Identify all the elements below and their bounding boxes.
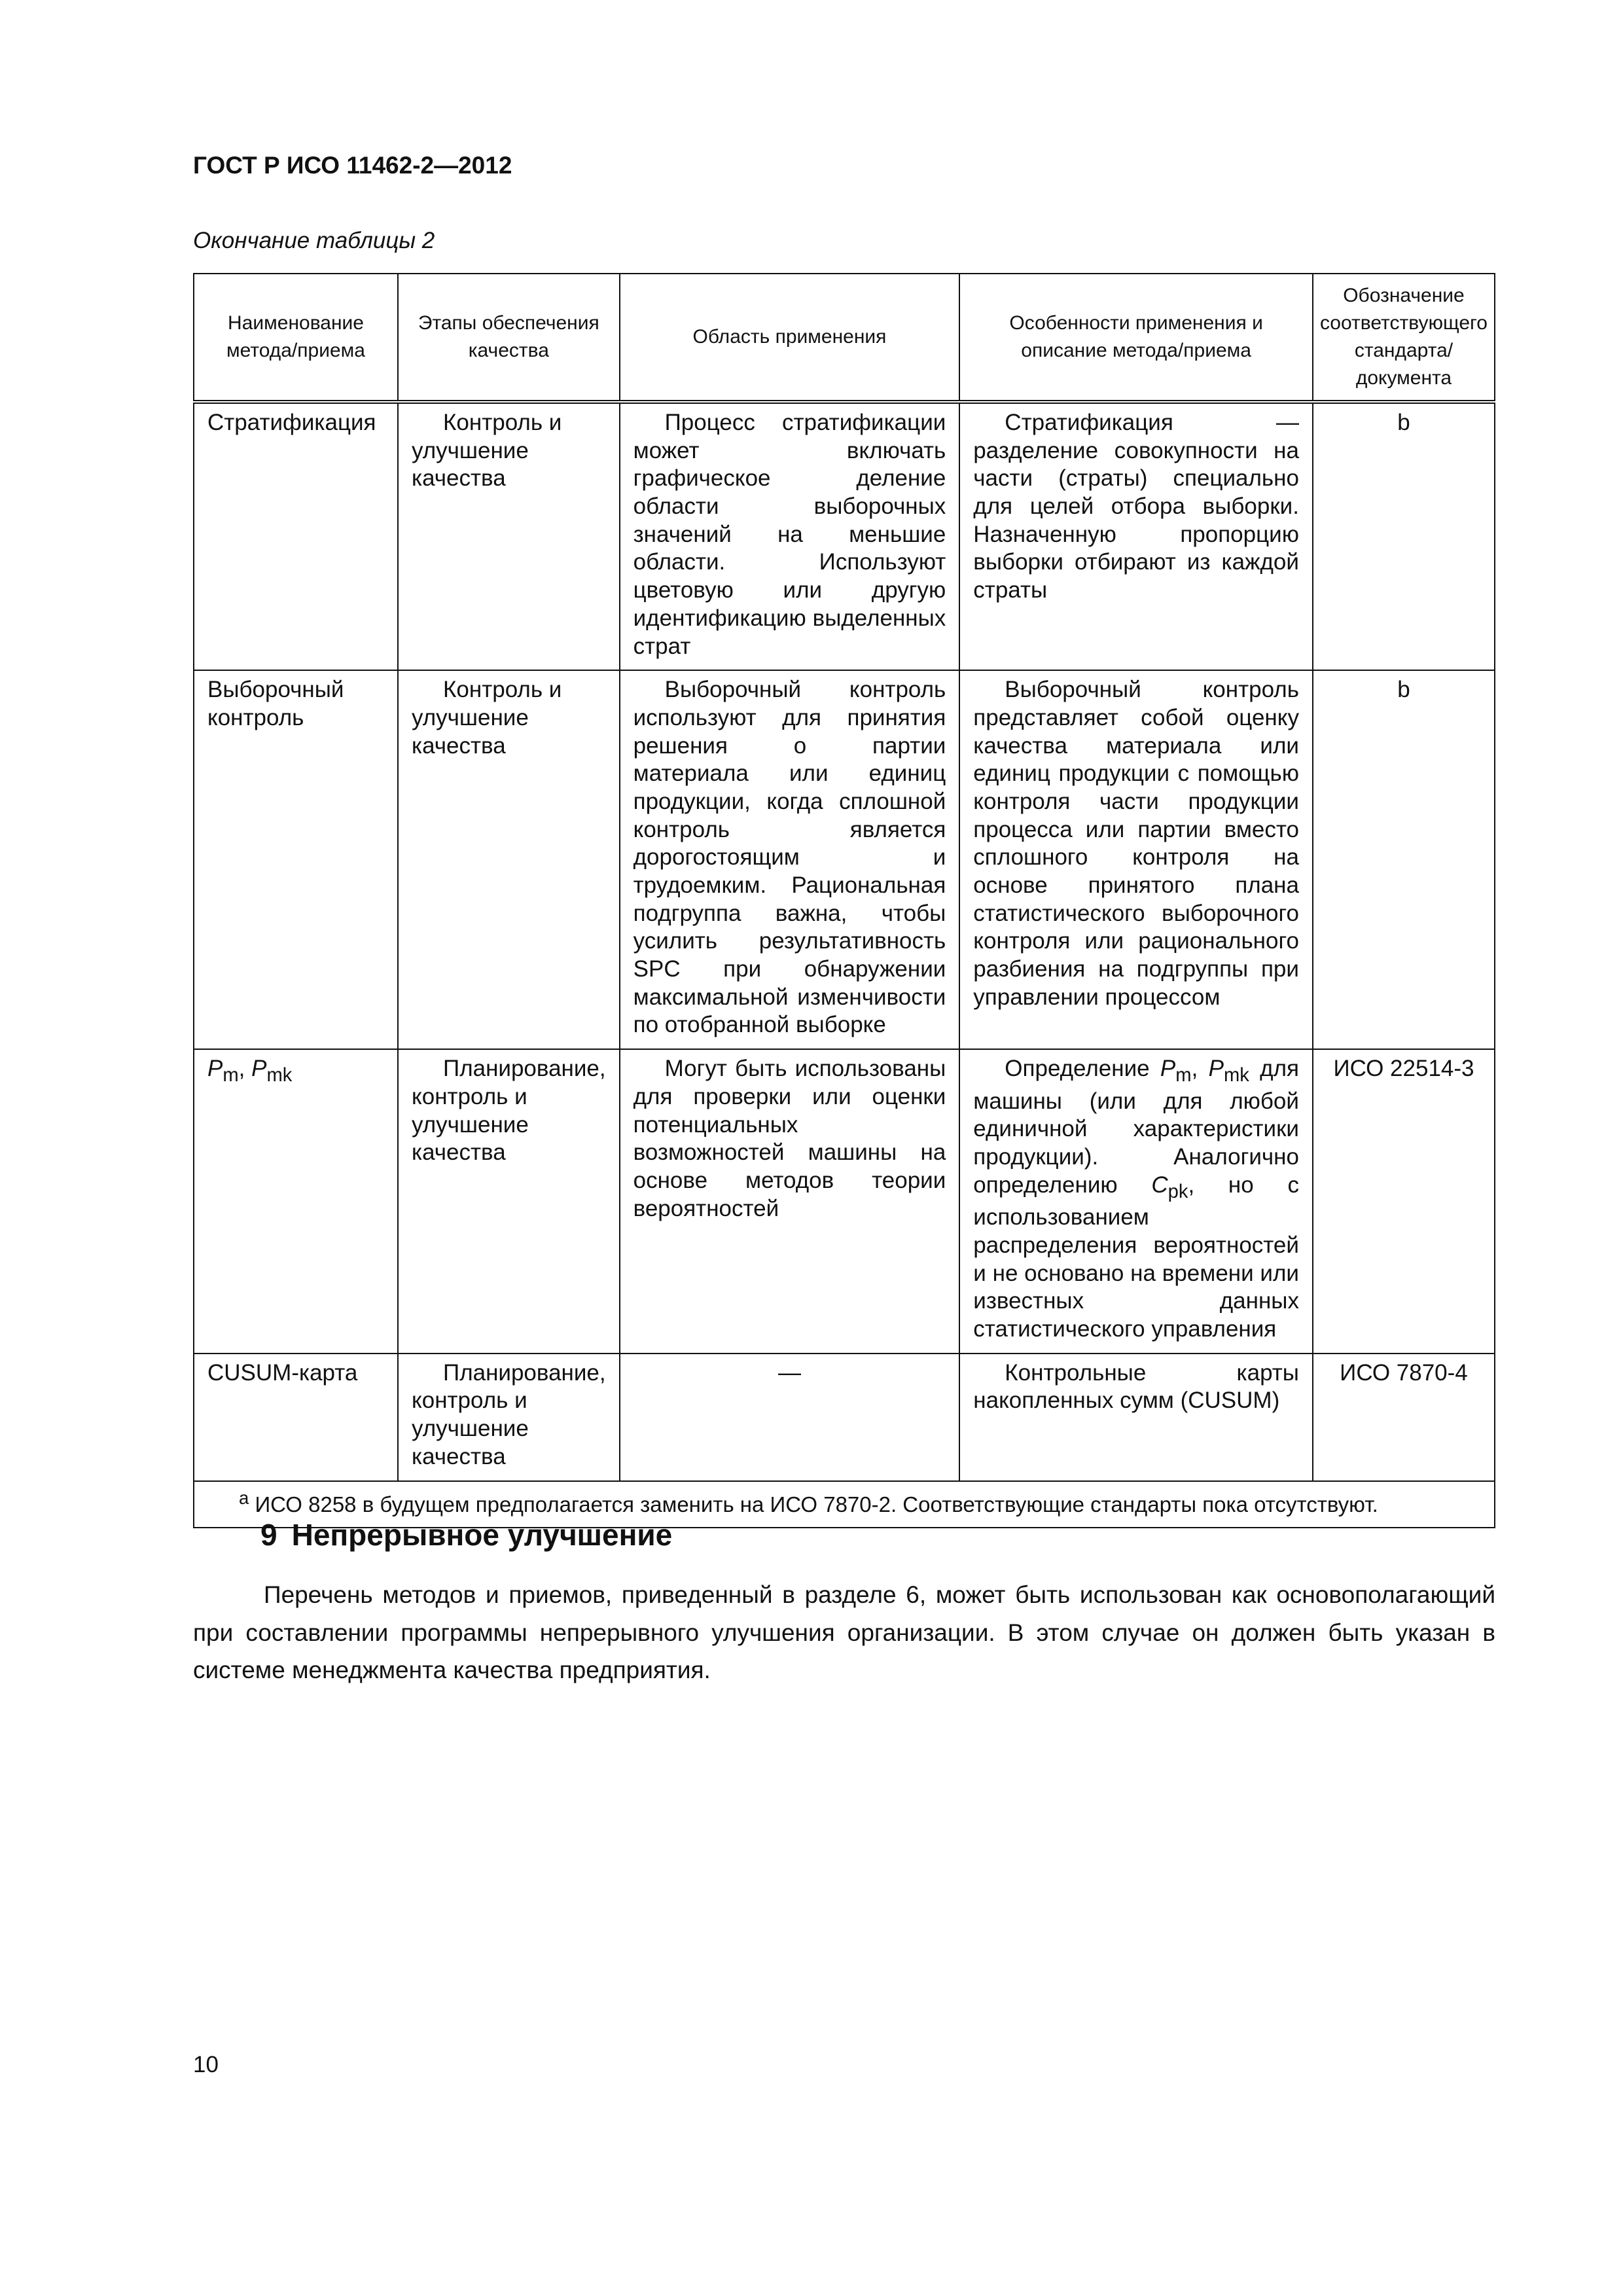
standard-title: ГОСТ Р ИСО 11462-2—2012: [193, 152, 512, 179]
footnote-mark: а: [239, 1487, 249, 1508]
cell-method: $P_m$, $P_{mk}$: [194, 1049, 398, 1354]
table-row: [194, 1354, 1495, 1481]
header-description: Особенности применения и описание метода/приема: [959, 274, 1313, 402]
cell-standard: ИСО 22514-3: [1313, 1049, 1495, 1354]
cell-description: Определение $P_m$, $P_{mk}$ для машины (или для любой единичной характеристики продукции). Аналогично определению $C_{pk}$, но с использованием распределения вероятностей и не основано на времени или известных данных статистического управления: [959, 1049, 1313, 1354]
header-scope: Область применения: [620, 274, 960, 402]
section-heading: [260, 1517, 672, 1552]
section-paragraph: Перечень методов и приемов, приведенный в разделе 6, может быть использован как основополагающий при составлении программы непрерывного улучшения организации. В этом случае он должен быть указан в системе менеджмента качества предприятия.: [193, 1581, 1495, 1684]
cell-description: Контрольные карты накопленных сумм (CUSUM): [959, 1354, 1313, 1481]
table-row: [194, 670, 1495, 1049]
header-stage: Этапы обеспечения качества: [398, 274, 620, 402]
cell-stage: Контроль и улучшение качества: [398, 402, 620, 670]
cell-stage: Планирование, контроль и улучшение качества: [398, 1354, 620, 1481]
cell-description: Стратификация — разделение совокупности на части (страты) специально для целей отбора выборки. Назначенную пропорцию выборки отбирают из каждой страты: [959, 402, 1313, 670]
section-number: 9: [260, 1518, 277, 1552]
cell-method: Выборочный контроль: [194, 670, 398, 1049]
table-row: [194, 1049, 1495, 1354]
cell-scope: Могут быть использованы для проверки или оценки потенциальных возможностей машины на основе методов теории вероятностей: [620, 1049, 960, 1354]
cell-standard: ИСО 7870-4: [1313, 1354, 1495, 1481]
cell-stage: Контроль и улучшение качества: [398, 670, 620, 1049]
methods-table: [193, 273, 1495, 1528]
table-header-row: [194, 274, 1495, 402]
cell-scope: —: [620, 1354, 960, 1481]
page-number: 10: [193, 2052, 219, 2077]
header-method: Наименование метода/приема: [194, 274, 398, 402]
cell-standard: b: [1313, 402, 1495, 670]
table-row: [194, 402, 1495, 670]
cell-method: CUSUM-карта: [194, 1354, 398, 1481]
cell-scope: Процесс стратификации может включать графическое деление области выборочных значений на меньшие области. Используют цветовую или другую идентификацию выделенных страт: [620, 402, 960, 670]
section-title: Непрерывное улучшение: [291, 1518, 673, 1552]
footnote-text: ИСО 8258 в будущем предполагается заменить на ИСО 7870-2. Соответствующие стандарты пока отсутствуют.: [249, 1492, 1378, 1516]
cell-method: Стратификация: [194, 402, 398, 670]
table-caption: Окончание таблицы 2: [193, 228, 435, 253]
cell-standard: b: [1313, 670, 1495, 1049]
cell-description: Выборочный контроль представляет собой оценку качества материала или единиц продукции с помощью контроля части продукции процесса или партии вместо сплошного контроля на основе принятого плана статистического выборочного контроля или рационального разбиения на подгруппы при управлении процессом: [959, 670, 1313, 1049]
cell-scope: Выборочный контроль используют для принятия решения о партии материала или единиц продукции, когда сплошной контроль является дорогостоящим и трудоемким. Рациональная подгруппа важна, чтобы усилить результативность SPC при обнаружении максимальной изменчивости по отобранной выборке: [620, 670, 960, 1049]
header-standard: Обозначение соответствующего стандарта/документа: [1313, 274, 1495, 402]
cell-stage: Планирование, контроль и улучшение качества: [398, 1049, 620, 1354]
